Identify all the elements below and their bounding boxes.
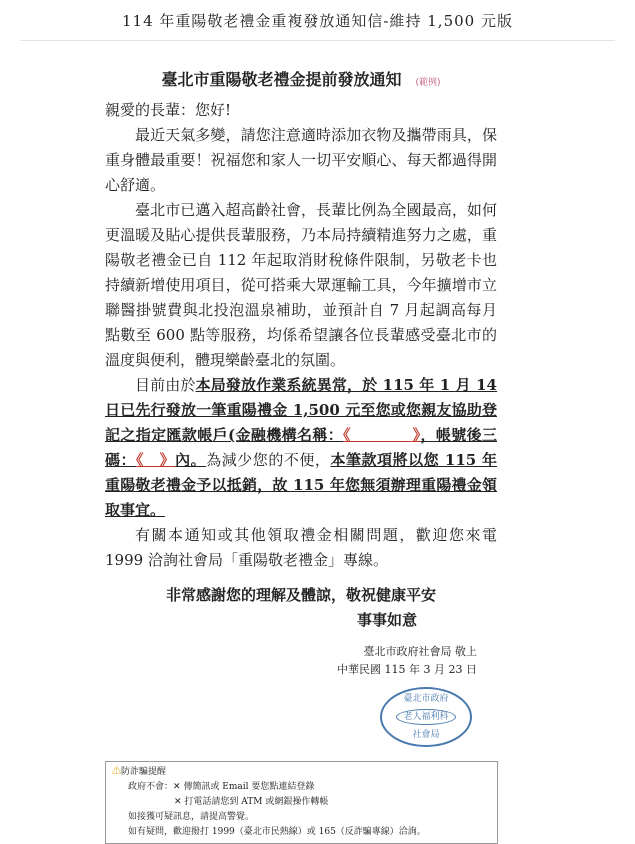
- paragraph-1: 最近天氣多變，請您注意適時添加衣物及攜帶雨具，保重身體最重要！祝福您和家人一切平安順心、每天都過得開心舒適。: [105, 126, 497, 194]
- closing-line-1: 非常感謝您的理解及體諒，敬祝健康平安: [165, 586, 436, 604]
- stamp-middle: 老人福利科: [396, 709, 456, 725]
- greeting: 親愛的長輩：您好!: [105, 101, 232, 119]
- closing-line-2: 事事如意: [356, 611, 417, 629]
- x-icon: ✕: [173, 782, 181, 792]
- document-header: 114 年重陽敬老禮金重複發放通知信-維持 1,500 元版: [122, 12, 513, 30]
- divider: [20, 40, 615, 41]
- title-text: 臺北市重陽敬老禮金提前發放通知: [161, 70, 402, 89]
- warning-line-3: 如接獲可疑訊息，請提高警覺。: [128, 812, 255, 822]
- warning-item-1: 傳簡訊或 Email 要您點連結登錄: [183, 782, 315, 792]
- date: 中華民國 115 年 3 月 23 日: [337, 663, 477, 676]
- bank-name-blank: 《 》: [343, 426, 421, 444]
- stamp-top: 臺北市政府: [403, 694, 449, 704]
- p3-a: 目前由於: [135, 376, 196, 394]
- warning-title: 防詐騙提醒: [121, 767, 167, 777]
- paragraph-2: 臺北市已邁入超高齡社會，長輩比例為全國最高，如何更溫暖及貼心提供長輩服務，乃本局持續精進努力之處，重陽敬老禮金已自 112 年起取消財稅條件限制，另敬老卡也持續新增使用項目，從可搭乘大眾運輸工具，今年擴增市立聯醫掛號費與北投泡溫泉補助，並預計自 7 月起調高每月點數至 600 點等服務，均係希望讓各位長輩感受臺北市的溫度與便利，體現樂齡臺北的氛圍。: [105, 201, 497, 369]
- signature-block: [105, 643, 497, 679]
- sample-tag: (範例): [415, 78, 441, 88]
- notice-letter: [105, 67, 497, 844]
- letter-title: [105, 67, 497, 96]
- account-digits-blank: 《 》: [136, 451, 176, 469]
- warning-label: 政府不會：: [128, 782, 174, 792]
- paragraph-4: 有關本通知或其他領取禮金相關問題，歡迎您來電 1999 洽詢社會局「重陽敬老禮金」專線。: [105, 526, 497, 569]
- paragraph-3: [105, 373, 497, 523]
- p3-b: 本局發放作業系統異常，於 115 年 1 月 14 日已先行發放一筆重陽禮金 1,500 元至您或您親友協助登記之指定匯款帳戶(金融機構名稱：: [105, 376, 497, 444]
- p3-i: ，故 115 年您無須辦理重陽禮金領取事宜。: [105, 476, 497, 519]
- p3-d: ，帳號後三碼：: [105, 426, 497, 469]
- p3-h: 本筆款項將以您 115 年重陽敬老禮金予以抵銷: [105, 451, 497, 494]
- stamp-bottom: 社會局: [412, 730, 440, 740]
- x-icon: ✕: [174, 797, 182, 807]
- stamp-area: [105, 685, 497, 749]
- warning-icon: ⚠: [112, 767, 122, 777]
- signature: 臺北市政府社會局 敬上: [363, 645, 477, 658]
- warning-line-4: 如有疑問，歡迎撥打 1999（臺北市民熱線）或 165（反詐騙專線）洽詢。: [128, 827, 426, 837]
- warning-item-2: 打電話請您到 ATM 或網銀操作轉帳: [184, 797, 329, 807]
- p3-f: 內。: [175, 451, 207, 469]
- official-stamp: [380, 687, 472, 747]
- anti-fraud-box: [105, 761, 498, 844]
- p3-g: 為減少您的不便，: [206, 451, 331, 469]
